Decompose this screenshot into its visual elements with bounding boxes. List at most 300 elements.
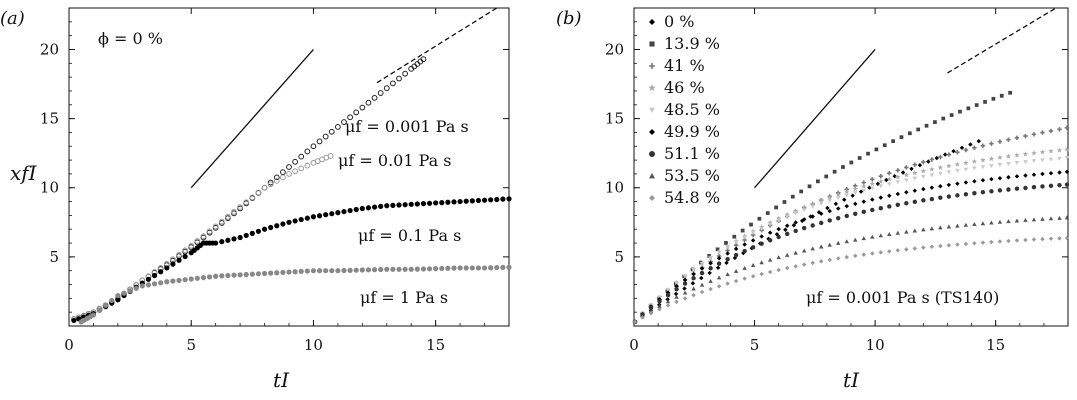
panel-b-series-8-point — [751, 274, 755, 278]
panel-a-dashed-reference-line — [377, 8, 497, 83]
panel-b-series-6-point — [666, 293, 670, 297]
panel-a-series-3-point — [433, 266, 438, 271]
panel-a-series-3-point — [256, 271, 261, 276]
panel-b-series-8-point — [1057, 236, 1061, 240]
panel-b-series-8-point — [828, 258, 832, 262]
panel-a-series-2-point — [451, 199, 456, 204]
panel-b-series-6-point — [802, 226, 806, 230]
panel-a-series-2-point — [415, 201, 420, 206]
ts140-annotation: μf = 0.001 Pa s (TS140) — [806, 288, 1000, 307]
panel-b-series-2-point — [981, 143, 985, 147]
panel-b-series-5-point — [776, 227, 780, 231]
panel-b-series-8-point — [793, 264, 797, 268]
panel-b-series-8-point — [896, 248, 900, 252]
panel-b-series-4-point — [1049, 158, 1053, 162]
panel-b-series-4-point — [1015, 161, 1019, 165]
panel-b-series-1-point — [724, 241, 728, 245]
panel-b-series-1-point — [908, 131, 912, 135]
legend-marker-6 — [649, 151, 655, 157]
mu-01-annotation: μf = 0.1 Pa s — [358, 226, 462, 245]
panel-a-series-3-point — [341, 268, 346, 273]
panel-a-series-3-point — [458, 265, 463, 270]
panel-a-series-2-point — [427, 201, 432, 206]
panel-b-series-5-point — [1040, 172, 1044, 176]
panel-b-series-1-point — [866, 152, 870, 156]
panel-b-series-6-point — [700, 271, 704, 275]
panel-b-series-3-point — [853, 186, 858, 191]
panel-b-series-7-point — [972, 222, 976, 226]
panel-a-series-3-point — [409, 267, 414, 272]
panel-b-series-7-point — [828, 243, 832, 247]
panel-b-series-2-point — [1065, 126, 1069, 130]
panel-b-series-8-point — [1006, 239, 1010, 243]
panel-a-series-3-point — [348, 268, 353, 273]
panel-b-series-1-point — [883, 143, 887, 147]
mu-001-annotation: μf = 0.01 Pa s — [338, 151, 452, 170]
panel-b-series-8-point — [1040, 237, 1044, 241]
panel-b-series-8-point — [887, 249, 891, 253]
panel-b-xlabel: tI — [843, 368, 859, 392]
panel-a-series-0-point — [366, 100, 371, 105]
panel-a-series-3-point — [189, 276, 194, 281]
panel-a-series-3-point — [207, 274, 212, 279]
panel-b-series-1-point — [958, 110, 962, 114]
panel-b-series-1-point — [1000, 94, 1004, 98]
panel-b-series-8-point — [768, 270, 772, 274]
panel-b-series-7-point — [853, 238, 857, 242]
panel-b-series-7-point — [759, 260, 763, 264]
panel-a-series-3-point — [274, 270, 279, 275]
panel-a-series-0-point — [323, 134, 328, 139]
panel-b-series-2-point — [1032, 132, 1036, 136]
panel-a-series-2-point — [176, 258, 181, 263]
panel-b-series-7-point — [938, 225, 942, 229]
panel-b-series-2-point — [930, 157, 934, 161]
panel-a-series-3-point — [390, 267, 395, 272]
panel-b-series-5-point — [981, 178, 985, 182]
panel-b-series-2-point — [1006, 138, 1010, 142]
panel-b-series-7-point — [768, 258, 772, 262]
panel-a-series-2-point — [183, 254, 188, 259]
panel-a-series-2-point — [439, 200, 444, 205]
panel-b-series-8-point — [870, 251, 874, 255]
panel-b-series-8-point — [1015, 238, 1019, 242]
panel-a-series-0-point — [293, 159, 298, 164]
panel-b-series-1-point — [992, 97, 996, 101]
legend-label-8: 54.8 % — [664, 188, 720, 207]
panel-b-series-2-point — [913, 163, 917, 167]
panel-b-series-6-point — [955, 193, 959, 197]
panel-b-series-2-point — [1057, 127, 1061, 131]
panel-b-series-4-point — [964, 168, 968, 172]
panel-b-series-2-point — [904, 165, 908, 169]
panel-b-series-4-point — [725, 245, 729, 249]
panel-b-series-6-point — [657, 299, 661, 303]
panel-a-series-2-point — [470, 198, 475, 203]
panel-b-series-6-point — [862, 210, 866, 214]
panel-b-series-8-point — [759, 272, 763, 276]
panel-a-series-0-point — [305, 149, 310, 154]
panel-b-xtick-label: 15 — [986, 336, 1006, 354]
panel-b-series-8-point — [913, 246, 917, 250]
panel-b-series-1-point — [816, 179, 820, 183]
panel-b-series-7-point — [725, 272, 729, 276]
panel-b-series-3-point — [980, 157, 985, 162]
panel-a-series-2-point — [262, 227, 267, 232]
panel-b-series-7-point — [811, 246, 815, 250]
panel-b-series-0-point — [834, 202, 838, 206]
panel-b-series-7-point — [930, 226, 934, 230]
panel-b-series-5-point — [921, 187, 925, 191]
panel-a-series-0-point — [360, 105, 365, 110]
legend-label-3: 46 % — [664, 78, 705, 97]
panel-b-series-1-point — [900, 135, 904, 139]
panel-b-series-4-point — [1032, 159, 1036, 163]
panel-b-series-8-point — [981, 240, 985, 244]
panel-b-series-4-point — [1057, 157, 1061, 161]
panel-b-series-7-point — [955, 224, 959, 228]
legend-label-0: 0 % — [664, 12, 695, 31]
panel-b-series-3-point — [1040, 149, 1045, 154]
panel-b-series-1-point — [732, 235, 736, 239]
panel-b-series-8-point — [879, 250, 883, 254]
panel-b-series-3-point — [955, 162, 960, 167]
panel-b-series-8-point — [802, 262, 806, 266]
panel-b-series-6-point — [870, 208, 874, 212]
panel-a-series-3-point — [213, 274, 218, 279]
panel-a-series-2-point — [482, 198, 487, 203]
panel-a-series-2-point — [476, 198, 481, 203]
panel-b-series-7-point — [717, 275, 721, 279]
panel-b-series-1-point — [749, 223, 753, 227]
panel-b-series-7-point — [802, 248, 806, 252]
panel-a-series-3-point — [268, 271, 273, 276]
panel-a-series-3-point — [201, 275, 206, 280]
panel-b-series-3-point — [1057, 147, 1062, 152]
panel-b-series-8-point — [921, 245, 925, 249]
panel-b-series-8-point — [666, 303, 670, 307]
panel-a-series-0-point — [287, 165, 292, 170]
panel-a-series-3-point — [262, 271, 267, 276]
panel-b-series-7-point — [887, 232, 891, 236]
panel-a-series-3-point — [482, 265, 487, 270]
panel-b-series-4-point — [811, 205, 815, 209]
panel-b-series-7-point — [1032, 217, 1036, 221]
panel-b-series-6-point — [708, 266, 712, 270]
panel-a-series-3-point — [97, 308, 102, 313]
panel-a-xtick-label: 0 — [64, 336, 74, 354]
panel-b-series-5-point — [1057, 170, 1061, 174]
panel-b-series-7-point — [879, 233, 883, 237]
panel-a-series-3-point — [299, 269, 304, 274]
panel-b-series-4-point — [734, 240, 738, 244]
panel-b-series-7-point — [1049, 216, 1053, 220]
panel-b-series-0-point — [909, 167, 913, 171]
panel-a-series-2-point — [458, 199, 463, 204]
panel-b-series-6-point — [938, 196, 942, 200]
panel-a-series-1-point — [287, 172, 292, 177]
panel-b-series-3-point — [895, 174, 900, 179]
panel-b-series-5-point — [1015, 174, 1019, 178]
panel-b-series-0-point — [674, 292, 678, 296]
panel-b-series-6-point — [836, 216, 840, 220]
panel-a-series-3-point — [470, 265, 475, 270]
panel-a-series-2-point — [390, 203, 395, 208]
panel-b-series-6-point — [828, 218, 832, 222]
panel-b-series-7-point — [964, 223, 968, 227]
panel-b-series-5-point — [742, 242, 746, 246]
panel-a-series-2-point — [213, 240, 218, 245]
panel-b-series-6-point — [964, 192, 968, 196]
panel-b-series-6-point — [998, 188, 1002, 192]
panel-b-series-6-point — [683, 281, 687, 285]
panel-a-series-2-point — [396, 202, 401, 207]
panel-b-series-8-point — [862, 252, 866, 256]
panel-a-series-2-point — [341, 209, 346, 214]
panel-a-xtick-label: 5 — [186, 336, 196, 354]
panel-b-series-0-point — [707, 271, 711, 275]
panel-a-series-2-point — [280, 221, 285, 226]
panel-b-series-6-point — [793, 229, 797, 233]
panel-a-series-3-point — [195, 276, 200, 281]
panel-a-series-2-point — [250, 231, 255, 236]
panel-b-dashed-reference-line — [947, 8, 1056, 73]
panel-a-series-0-point — [311, 144, 316, 149]
panel-a-series-3-point — [396, 267, 401, 272]
panel-b-series-5-point — [1006, 175, 1010, 179]
panel-a-series-0-point — [299, 154, 304, 159]
panel-b-series-7-point — [1065, 215, 1069, 219]
panel-a-series-1-point — [262, 185, 267, 190]
panel-b-series-8-point — [989, 240, 993, 244]
panel-b-series-6-point — [947, 194, 951, 198]
panel-b-series-2-point — [1023, 134, 1027, 138]
panel-a-series-2-point — [360, 206, 365, 211]
panel-b-series-4-point — [989, 164, 993, 168]
legend-marker-3 — [648, 84, 655, 91]
panel-a-series-3-point — [238, 272, 243, 277]
panel-a-series-0-point — [403, 71, 408, 76]
panel-b-xtick-label: 5 — [749, 336, 760, 354]
panel-b-series-5-point — [785, 224, 789, 228]
panel-b-series-8-point — [819, 259, 823, 263]
panel-a-series-3-point — [170, 278, 175, 283]
panel-a-series-2-point — [274, 223, 279, 228]
panel-b-series-4-point — [930, 173, 934, 177]
panel-a-series-2-point — [293, 218, 298, 223]
panel-b-series-7-point — [862, 236, 866, 240]
panel-b-series-2-point — [879, 174, 883, 178]
panel-b-ytick-label: 20 — [604, 40, 624, 59]
panel-a-series-3-point — [91, 312, 96, 317]
panel-b-series-4-point — [904, 178, 908, 182]
panel-a-series-0-point — [390, 81, 395, 86]
panel-a-series-2-point — [238, 235, 243, 240]
panel-a-series-2-point — [494, 197, 499, 202]
panel-a-series-3-point — [360, 267, 365, 272]
panel-b-series-1-point — [975, 103, 979, 107]
panel-a-series-3-point — [403, 267, 408, 272]
panel-b-series-6-point — [904, 201, 908, 205]
legend-marker-8 — [649, 195, 655, 201]
panel-b-series-7-point — [708, 279, 712, 283]
panel-b-series-6-point — [768, 238, 772, 242]
panel-b-ytick-label: 5 — [614, 247, 624, 266]
legend-marker-1 — [649, 41, 654, 46]
panel-b-series-1-point — [858, 156, 862, 160]
panel-b-series-4-point — [836, 196, 840, 200]
panel-b-series-4-point — [742, 236, 746, 240]
panel-b-ytick-label: 15 — [604, 109, 624, 128]
panel-b-series-8-point — [836, 256, 840, 260]
panel-b-series-2-point — [964, 148, 968, 152]
panel-a-series-3-point — [128, 288, 133, 293]
panel-a-series-3-point — [494, 265, 499, 270]
panel-a-series-3-point — [445, 266, 450, 271]
panel-a-series-2-point — [409, 202, 414, 207]
panel-b-series-7-point — [870, 235, 874, 239]
panel-b-series-2-point — [870, 177, 874, 181]
panel-a-series-2-point — [366, 205, 371, 210]
panel-b-series-8-point — [691, 293, 695, 297]
panel-b-series-4-point — [1006, 162, 1010, 166]
panel-b-series-4-point — [828, 199, 832, 203]
panel-a-series-3-point — [384, 267, 389, 272]
panel-b-series-2-point — [896, 168, 900, 172]
panel-b-series-8-point — [853, 254, 857, 258]
panel-a-series-3-point — [231, 273, 236, 278]
panel-a-series-3-point — [164, 279, 169, 284]
panel-b-series-2-point — [955, 150, 959, 154]
panel-b-series-1-point — [799, 190, 803, 194]
panel-b-ytick-label: 10 — [604, 178, 624, 197]
panel-b-series-8-point — [955, 242, 959, 246]
panel-b-series-6-point — [819, 221, 823, 225]
panel-a-series-3-point — [372, 267, 377, 272]
panel-b-series-4-point — [1023, 160, 1027, 164]
panel-b-series-1-point — [808, 184, 812, 188]
panel-a-xtick-label: 15 — [426, 336, 446, 354]
panel-b-series-6-point — [734, 253, 738, 257]
panel-a-series-0-point — [397, 76, 402, 81]
legend-label-7: 53.5 % — [664, 166, 720, 185]
panel-b-series-4-point — [793, 211, 797, 215]
panel-b-series-7-point — [998, 220, 1002, 224]
panel-b-series-5-point — [725, 251, 729, 255]
panel-a-series-3-point — [244, 272, 249, 277]
panel-b-series-2-point — [989, 141, 993, 145]
panel-b-series-2-point — [947, 152, 951, 156]
panel-b-series-8-point — [734, 279, 738, 283]
panel-a-series-2-point — [421, 201, 426, 206]
panel-b-series-6-point — [717, 261, 721, 265]
panel-a-series-2-point — [403, 202, 408, 207]
panel-b-series-4-point — [1065, 156, 1069, 160]
panel-a-series-3-point — [464, 265, 469, 270]
panel-a-series-2-point — [146, 277, 151, 282]
panel-b-series-1-point — [833, 170, 837, 174]
panel-b-series-8-point — [742, 276, 746, 280]
panel-a-series-0-point — [354, 110, 359, 115]
panel-a-series-2-point — [433, 200, 438, 205]
panel-b-series-8-point — [998, 239, 1002, 243]
panel-b-series-8-point — [776, 268, 780, 272]
panel-b-series-8-point — [683, 296, 687, 300]
panel-b-series-3-point — [912, 170, 917, 175]
panel-a-series-2-point — [464, 199, 469, 204]
panel-b-series-4-point — [913, 177, 917, 181]
panel-b-series-7-point — [1015, 219, 1019, 223]
panel-a-series-2-point — [244, 233, 249, 238]
panel-b-series-8-point — [725, 281, 729, 285]
panel-b-series-8-point — [964, 242, 968, 246]
panel-b-series-7-point — [904, 230, 908, 234]
panel-b-series-0-point — [977, 139, 981, 143]
panel-b-series-8-point — [811, 261, 815, 265]
panel-a-series-3-point — [311, 268, 316, 273]
panel-b-series-1-point — [891, 139, 895, 143]
panel-a-series-3-point — [146, 282, 151, 287]
panel-b-series-6-point — [845, 214, 849, 218]
panel-b-series-5-point — [938, 184, 942, 188]
legend-label-6: 51.1 % — [664, 144, 720, 163]
panel-b-series-5-point — [896, 192, 900, 196]
panel-b-series-1-point — [983, 100, 987, 104]
panel-b-series-5-point — [904, 190, 908, 194]
panel-b-series-7-point — [674, 295, 678, 299]
panel-b-series-6-point — [896, 203, 900, 207]
panel-a-series-3-point — [305, 268, 310, 273]
panel-b-series-6-point — [972, 191, 976, 195]
panel-b-series-5-point — [1049, 171, 1053, 175]
panel-b-series-6-point — [981, 190, 985, 194]
panel-a-series-3-point — [439, 266, 444, 271]
panel-b-series-8-point — [674, 300, 678, 304]
panel-b-series-2-point — [998, 139, 1002, 143]
panel-a-series-2-point — [299, 217, 304, 222]
panel-b-series-0-point — [699, 276, 703, 280]
panel-a-series-3-point — [140, 283, 145, 288]
panel-b-series-6-point — [853, 212, 857, 216]
panel-a-series-3-point — [451, 266, 456, 271]
panel-b-series-0-point — [682, 286, 686, 290]
panel-b-series-6-point — [1057, 183, 1061, 187]
panel-b-series-7-point — [845, 239, 849, 243]
panel-b-series-7-point — [691, 287, 695, 291]
panel-b-series-7-point — [1040, 217, 1044, 221]
legend-label-5: 49.9 % — [664, 122, 720, 141]
panel-b-series-4-point — [717, 251, 721, 255]
panel-b-series-4-point — [981, 165, 985, 169]
panel-b-series-8-point — [938, 244, 942, 248]
panel-b-series-5-point — [947, 183, 951, 187]
panel-a-series-3-point — [109, 298, 114, 303]
panel-b-series-5-point — [879, 195, 883, 199]
panel-a-series-3-point — [506, 265, 511, 270]
panel-b-series-4-point — [921, 175, 925, 179]
panel-b-series-0-point — [968, 142, 972, 146]
panel-b-series-4-point — [947, 170, 951, 174]
panel-a-series-2-point — [378, 204, 383, 209]
panel-b-series-3-point — [1014, 152, 1019, 157]
panel-b-series-1-point — [1008, 91, 1012, 95]
panel-b-series-5-point — [887, 194, 891, 198]
panel-b-series-3-point — [1048, 148, 1053, 153]
panel-b-series-5-point — [930, 185, 934, 189]
panel-b-series-5-point — [1032, 172, 1036, 176]
panel-b-series-4-point — [887, 182, 891, 186]
panel-b-series-5-point — [768, 231, 772, 235]
